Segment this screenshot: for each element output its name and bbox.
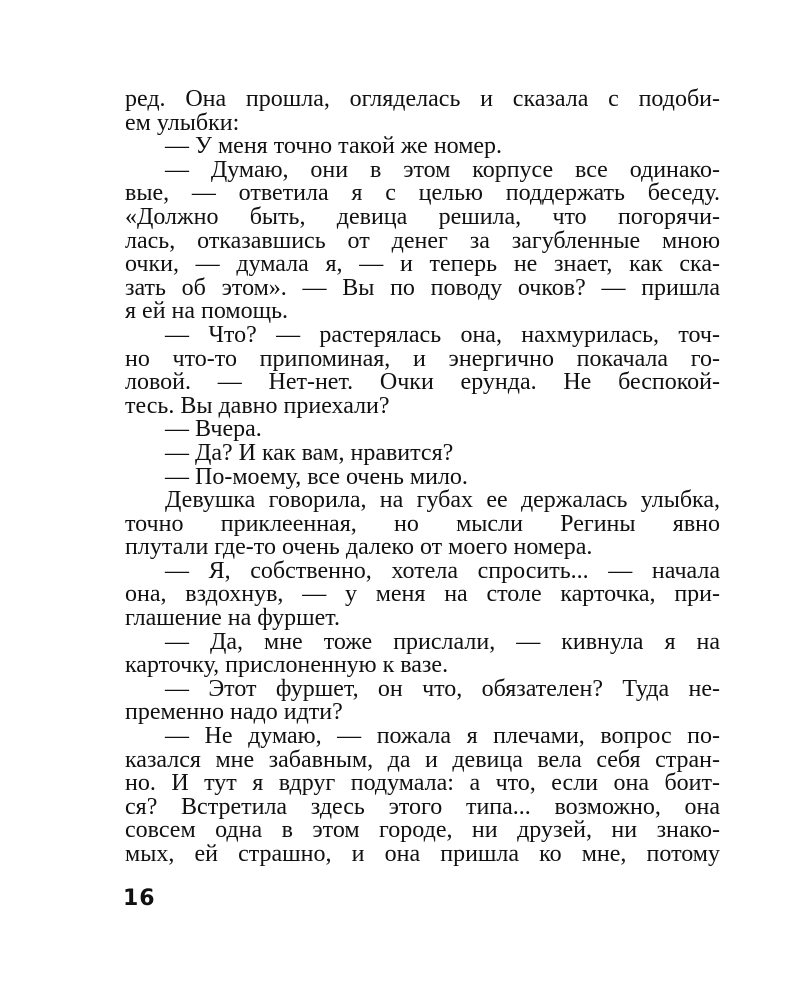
text-line: Девушка говорила, на губах ее держалась улыбка, (165, 487, 720, 514)
text-line: ем улыбки: (125, 109, 240, 136)
text-line: очки, — думала я, — и теперь не знает, как ска- (125, 251, 720, 278)
text-line: — Вчера. (165, 416, 262, 443)
text-line: — Да? И как вам, нравится? (165, 439, 454, 466)
text-line: глашение на фуршет. (125, 605, 340, 632)
text-line: она, вздохнув, — у меня на столе карточка, при- (125, 581, 720, 608)
text-line: ред. Она прошла, огляделась и сказала с подоби- (125, 86, 720, 112)
text-line: — Что? — растерялась она, нахмурилась, точ- (165, 321, 720, 348)
text-line: «Должно быть, девица решила, что погорячи- (125, 203, 720, 230)
text-line: ловой. — Нет-нет. Очки ерунда. Не беспокой- (125, 369, 720, 396)
text-line: но. И тут я вдруг подумала: а что, если она боит- (125, 770, 720, 797)
text-line: точно приклеенная, но мысли Регины явно (125, 510, 720, 537)
text-line: казался мне забавным, да и девица вела себя стран- (125, 746, 720, 773)
text-line: лась, отказавшись от денег за загубленные мною (125, 227, 720, 254)
text-line: — Я, собственно, хотела спросить... — начала (165, 557, 720, 584)
text-line: плутали где-то очень далеко от моего номера. (125, 534, 593, 561)
text-line: — У меня точно такой же номер. (165, 133, 503, 160)
text-line: тесь. Вы давно приехали? (125, 392, 390, 419)
text-line: ся? Встретила здесь этого типа... возможно, она (125, 793, 720, 820)
text-line: мых, ей страшно, и она пришла ко мне, потому (125, 841, 720, 867)
text-line: но что-то припоминая, и энергично покачала го- (125, 345, 720, 372)
text-line: вые, — ответила я с целью поддержать беседу. (125, 180, 720, 207)
book-page-text (125, 88, 720, 867)
text-line: — Да, мне тоже прислали, — кивнула я на (165, 628, 720, 655)
page-number: 16 (123, 886, 156, 911)
text-line: совсем одна в этом городе, ни друзей, ни знако- (125, 817, 720, 844)
text-line: зать об этом». — Вы по поводу очков? — пришла (125, 274, 720, 301)
text-line: — Этот фуршет, он что, обязателен? Туда не- (165, 675, 720, 702)
text-line: карточку, прислоненную к вазе. (125, 652, 449, 679)
text-line: пременно надо идти? (125, 699, 343, 726)
text-line: я ей на помощь. (125, 298, 289, 325)
text-line: — Думаю, они в этом корпусе все одинако- (165, 156, 720, 183)
text-line: — По-моему, все очень мило. (165, 463, 468, 490)
text-line: — Не думаю, — пожала я плечами, вопрос по- (165, 723, 720, 750)
